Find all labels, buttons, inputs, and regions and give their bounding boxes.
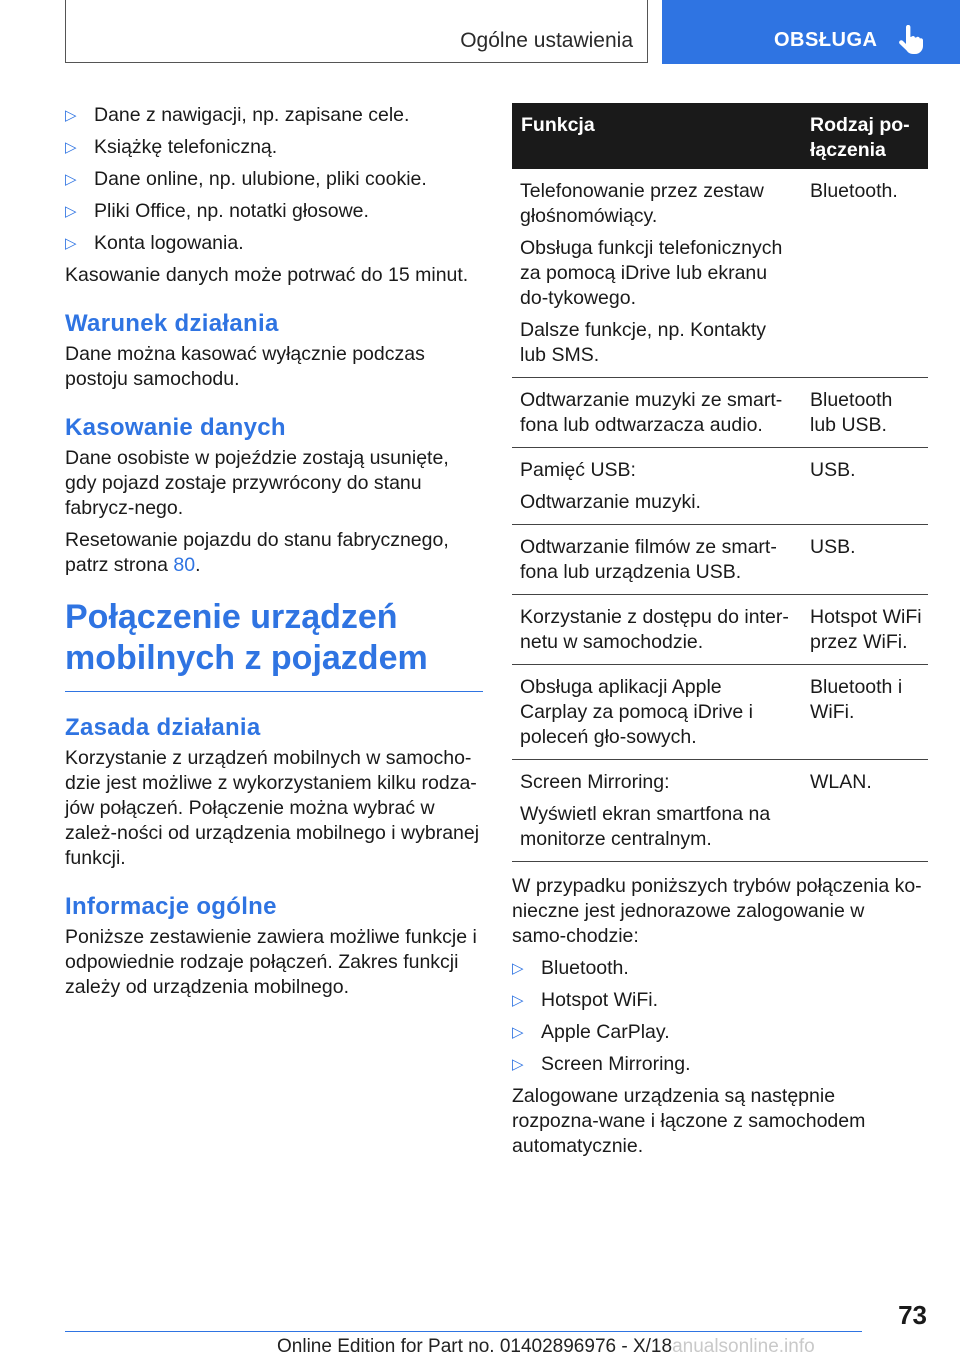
type-cell: Hotspot WiFi przez WiFi. bbox=[810, 606, 922, 653]
list-item: ▷ Dane z nawigacji, np. zapisane cele. bbox=[65, 104, 410, 126]
function-cell: Screen Mirroring: bbox=[520, 771, 670, 793]
general-paragraph: Poniższe zestawienie zawiera możliwe funkcje i odpowiednie rodzaje połączeń. Zakres funkcji zależy od urządzenia mobilnego. bbox=[65, 926, 477, 998]
function-cell: Pamięć USB: bbox=[520, 459, 636, 481]
function-cell: Obsługa funkcji telefonicznych za pomocą iDrive lub ekranu do-tykowego. bbox=[520, 237, 783, 309]
page-number: 73 bbox=[898, 1300, 927, 1330]
header-section-box bbox=[65, 0, 648, 63]
function-cell: Dalsze funkcje, np. Kontakty lub SMS. bbox=[520, 319, 767, 366]
section-title: Połączenie urządzeń mobilnych z pojazdem bbox=[65, 597, 483, 692]
modes-paragraph: W przypadku poniższych trybów połączenia ko-nieczne jest jednorazowe zalogowanie w samo-chodzie: bbox=[512, 875, 922, 947]
bullet-triangle-icon: ▷ bbox=[65, 235, 77, 252]
list-item: ▷ Konta logowania. bbox=[65, 232, 244, 254]
principle-paragraph: Korzystanie z urządzeń mobilnych w samocho-dzie jest możliwe z wykorzystaniem kilku rodza-jów połączeń. Połączenie można wybrać w zależ-ności od urządzenia mobilnego i wybranej funkcji. bbox=[65, 747, 480, 869]
auto-connect-paragraph: Zalogowane urządzenia są następnie rozpozna-wane i łączone z samochodem automatycznie. bbox=[512, 1085, 866, 1157]
function-cell: Wyświetl ekran smartfona na monitorze centralnym. bbox=[520, 803, 771, 850]
type-cell: WLAN. bbox=[810, 771, 872, 793]
bullet-triangle-icon: ▷ bbox=[65, 203, 77, 220]
header-section-title: Ogólne ustawienia bbox=[460, 29, 633, 52]
bullet-triangle-icon: ▷ bbox=[512, 1024, 524, 1041]
table-row bbox=[512, 169, 928, 378]
header-connection-type: Rodzaj po-łączenia bbox=[810, 114, 910, 161]
table-row bbox=[512, 760, 928, 862]
bullet-triangle-icon: ▷ bbox=[65, 139, 77, 156]
type-cell: Bluetooth i WiFi. bbox=[810, 676, 903, 723]
list-item: ▷ Pliki Office, np. notatki głosowe. bbox=[65, 200, 369, 222]
list-item: ▷ Screen Mirroring. bbox=[512, 1053, 691, 1075]
type-cell: Bluetooth. bbox=[810, 180, 898, 202]
bullet-triangle-icon: ▷ bbox=[65, 107, 77, 124]
function-cell: Obsługa aplikacji Apple Carplay za pomocą iDrive i poleceń gło-sowych. bbox=[520, 676, 754, 748]
type-cell: USB. bbox=[810, 536, 856, 558]
table-header bbox=[512, 103, 928, 169]
bullet-triangle-icon: ▷ bbox=[512, 1056, 524, 1073]
header-tab-label: OBSŁUGA bbox=[774, 29, 878, 51]
bullet-triangle-icon: ▷ bbox=[512, 960, 524, 977]
condition-heading: Warunek działania bbox=[65, 310, 279, 337]
table-row bbox=[512, 448, 928, 525]
footer-divider bbox=[65, 1331, 862, 1332]
watermark: anualsonline.info bbox=[672, 1336, 815, 1357]
general-heading: Informacje ogólne bbox=[65, 893, 277, 920]
list-item: ▷ Książkę telefoniczną. bbox=[65, 136, 278, 158]
delete-time-paragraph: Kasowanie danych może potrwać do 15 minut. bbox=[65, 264, 469, 286]
header-function: Funkcja bbox=[521, 114, 595, 136]
function-cell: Odtwarzanie filmów ze smart-fona lub urządzenia USB. bbox=[520, 536, 777, 583]
list-item: ▷ Dane online, np. ulubione, pliki cookie. bbox=[65, 168, 427, 190]
reset-paragraph: Resetowanie pojazdu do stanu fabrycznego, patrz strona 80. bbox=[65, 529, 449, 576]
functions-table bbox=[512, 103, 928, 862]
table-row bbox=[512, 595, 928, 665]
left-column bbox=[65, 103, 483, 1007]
delete-heading: Kasowanie danych bbox=[65, 414, 286, 441]
type-cell: USB. bbox=[810, 459, 856, 481]
footer-edition: Online Edition for Part no. 01402896976 - X/18anualsonline.info bbox=[277, 1336, 815, 1357]
function-cell: Odtwarzanie muzyki ze smart-fona lub odtwarzacza audio. bbox=[520, 389, 783, 436]
list-item: ▷ Bluetooth. bbox=[512, 957, 629, 979]
table-row bbox=[512, 665, 928, 760]
function-cell: Telefonowanie przez zestaw głośnomówiący. bbox=[520, 180, 764, 227]
bullet-triangle-icon: ▷ bbox=[65, 171, 77, 188]
principle-heading: Zasada działania bbox=[65, 714, 261, 741]
delete-paragraph: Dane osobiste w pojeździe zostają usunięte, gdy pojazd zostaje przywrócony do stanu fabrycz-nego. bbox=[65, 447, 449, 519]
list-item: ▷ Hotspot WiFi. bbox=[512, 989, 659, 1011]
hand-pointer-icon bbox=[897, 25, 923, 55]
page-link[interactable]: 80 bbox=[173, 554, 196, 576]
function-cell: Odtwarzanie muzyki. bbox=[520, 491, 701, 513]
type-cell: Bluetooth lub USB. bbox=[810, 389, 893, 436]
table-row bbox=[512, 378, 928, 448]
function-cell: Korzystanie z dostępu do inter-netu w samochodzie. bbox=[520, 606, 789, 653]
header-chapter-tab[interactable] bbox=[662, 0, 960, 64]
condition-paragraph: Dane można kasować wyłącznie podczas postoju samochodu. bbox=[65, 343, 425, 390]
list-item: ▷ Apple CarPlay. bbox=[512, 1021, 670, 1043]
bullet-triangle-icon: ▷ bbox=[512, 992, 524, 1009]
right-column bbox=[512, 874, 922, 1166]
table-row bbox=[512, 525, 928, 595]
